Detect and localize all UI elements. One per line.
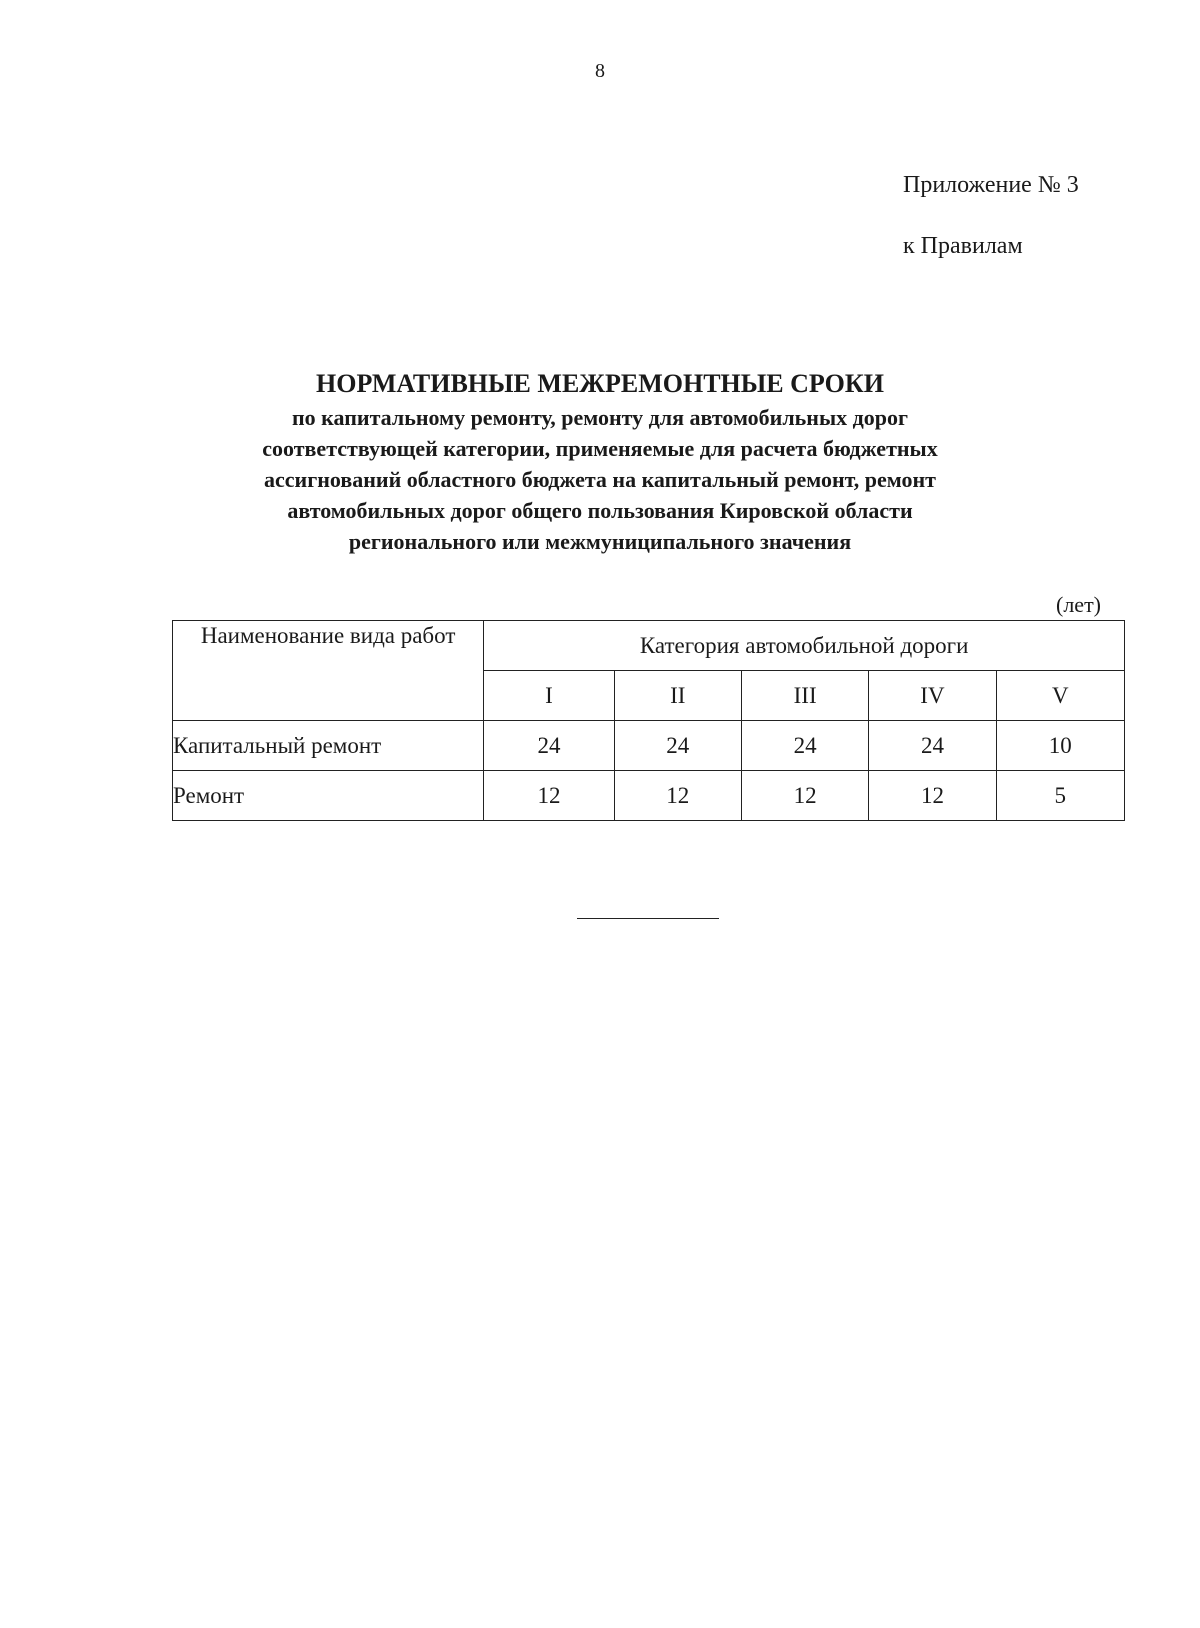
- page-number: 8: [595, 60, 605, 82]
- appendix-number: Приложение № 3: [903, 172, 1079, 198]
- category-header: I: [484, 671, 614, 721]
- table-cell: 10: [996, 721, 1124, 771]
- title-line: регионального или межмуниципального значения: [348, 529, 852, 554]
- table-cell: 12: [741, 771, 868, 821]
- category-header: IV: [869, 671, 996, 721]
- category-header: II: [614, 671, 741, 721]
- work-type-header: Наименование вида работ: [173, 621, 484, 721]
- table-row: [173, 771, 1125, 821]
- end-divider: [577, 918, 719, 919]
- units-label: (лет): [1056, 592, 1102, 617]
- title-main: НОРМАТИВНЫЕ МЕЖРЕМОНТНЫЕ СРОКИ: [316, 369, 884, 398]
- title-line: по капитальному ремонту, ремонту для автомобильных дорог: [292, 405, 908, 430]
- table-cell: 24: [614, 721, 741, 771]
- title-subtitle: [150, 402, 1050, 557]
- category-header: III: [741, 671, 868, 721]
- table-row: [173, 721, 1125, 771]
- table-cell: 24: [484, 721, 614, 771]
- row-label: Капитальный ремонт: [173, 721, 484, 771]
- category-header: V: [996, 671, 1124, 721]
- road-category-header: Категория автомобильной дороги: [484, 621, 1125, 671]
- document-title: [150, 368, 1050, 557]
- table-cell: 12: [614, 771, 741, 821]
- table-cell: 24: [869, 721, 996, 771]
- title-line: автомобильных дорог общего пользования Кировской области: [287, 498, 913, 523]
- table-cell: 12: [484, 771, 614, 821]
- row-label: Ремонт: [173, 771, 484, 821]
- title-line: ассигнований областного бюджета на капитальный ремонт, ремонт: [264, 467, 936, 492]
- table-cell: 12: [869, 771, 996, 821]
- appendix-reference: к Правилам: [903, 233, 1023, 259]
- repair-intervals-table: [172, 620, 1125, 821]
- table-cell: 24: [741, 721, 868, 771]
- table-cell: 5: [996, 771, 1124, 821]
- table-header-row: [173, 621, 1125, 671]
- title-line: соответствующей категории, применяемые для расчета бюджетных: [262, 436, 938, 461]
